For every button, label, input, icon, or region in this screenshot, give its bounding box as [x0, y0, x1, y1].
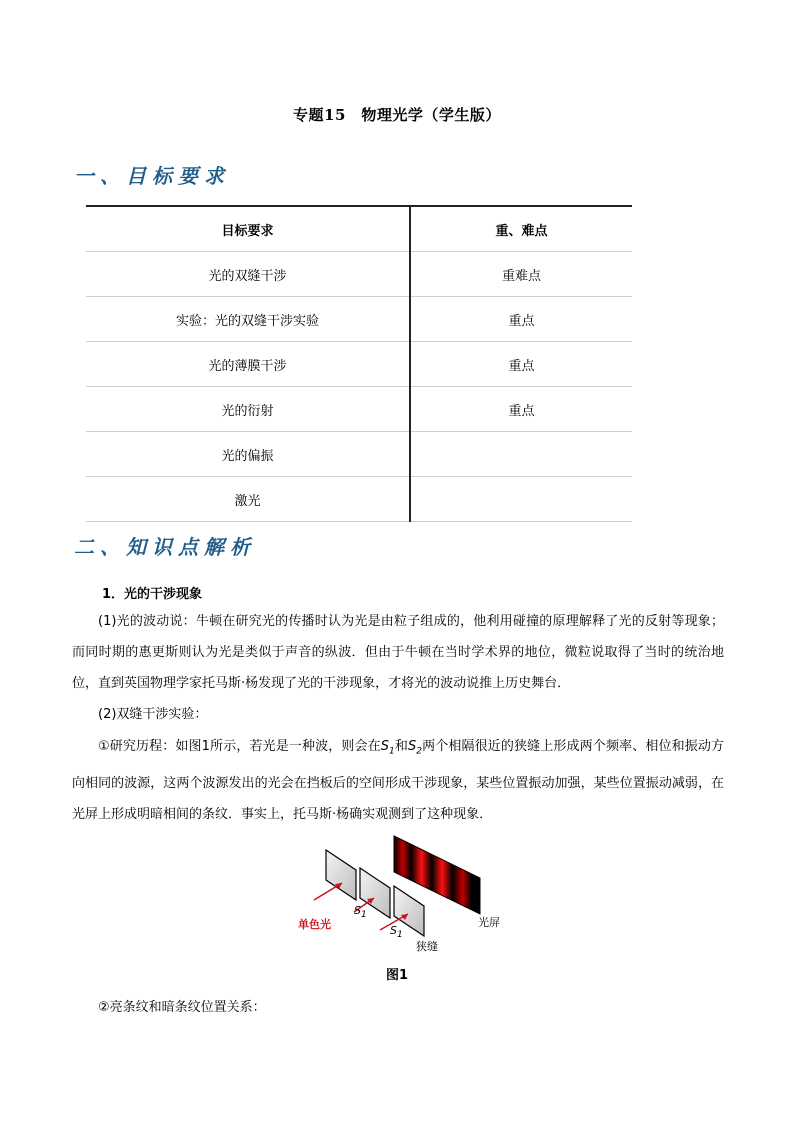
- table-header-row: [86, 206, 632, 252]
- table-row: [86, 252, 632, 297]
- plate-1: [326, 850, 356, 900]
- table-cell-difficulty: 重点: [410, 342, 632, 387]
- table-cell-goal: 激光: [86, 477, 410, 522]
- section-heading-goals: 一、目标要求: [74, 164, 230, 188]
- table-cell-goal: 光的偏振: [86, 432, 410, 477]
- paragraph-research-history: [72, 731, 724, 830]
- table-cell-difficulty: 重点: [410, 387, 632, 432]
- goals-table: [86, 205, 632, 522]
- section-heading-analysis: 二、知识点解析: [74, 535, 256, 559]
- table-cell-goal: 光的双缝干涉: [86, 252, 410, 297]
- table-row: [86, 432, 632, 477]
- table-cell-difficulty: 重难点: [410, 252, 632, 297]
- table-row: [86, 387, 632, 432]
- table-cell-difficulty: 重点: [410, 297, 632, 342]
- document-title: 专题15 物理光学（学生版）: [293, 106, 501, 124]
- label-monochromatic-light: 单色光: [298, 918, 331, 931]
- double-slit-figure: [294, 828, 524, 958]
- table-cell-difficulty: [410, 432, 632, 477]
- table-header-goal: 目标要求: [86, 206, 410, 252]
- paragraph-text: 和: [394, 739, 409, 754]
- label-slit: 狭缝: [416, 940, 438, 953]
- label-s1-second: $S_1$: [390, 924, 403, 941]
- paragraph-double-slit-title: (2)双缝干涉实验：: [98, 707, 208, 722]
- table-row: [86, 477, 632, 522]
- symbol-s1: $S_1$: [380, 739, 395, 757]
- table-cell-goal: 光的衍射: [86, 387, 410, 432]
- subsection-heading: 1．光的干涉现象: [102, 587, 203, 602]
- table-row: [86, 342, 632, 387]
- paragraph-wave-theory: (1)光的波动说：牛顿在研究光的传播时认为光是由粒子组成的，他利用碰撞的原理解释了光的反射等现象；而同时期的惠更斯则认为光是类似于声音的纵波．但由于牛顿在当时学术界的地位，微粒说取得了当时的统治地位，直到英国物理学家托马斯·杨发现了光的干涉现象，才将光的波动说推上历史舞台．: [72, 614, 724, 691]
- figure-caption: 图1: [385, 968, 409, 983]
- table-cell-difficulty: [410, 477, 632, 522]
- symbol-s2: $S_2$: [408, 739, 423, 757]
- label-screen: 光屏: [478, 916, 500, 929]
- table-row: [86, 297, 632, 342]
- paragraph-fringe-positions: ②亮条纹和暗条纹位置关系：: [98, 1000, 266, 1015]
- table-cell-goal: 实验：光的双缝干涉实验: [86, 297, 410, 342]
- paragraph-text: 两个相隔很近的狭缝上形成两个频率、相位和振动方向相同的波源，这两个波源发出的光会在挡板后的空间形成干涉现象，某些位置振动加强，某些位置振动减弱，在光屏上形成明暗相间的条纹．事实上，托马斯·杨确实观测到了这种现象．: [72, 739, 724, 822]
- table-header-difficulty: 重、难点: [410, 206, 632, 252]
- label-s1-first: $S_1$: [354, 904, 367, 921]
- double-slit-diagram: [294, 828, 524, 958]
- paragraph-text: ①研究历程：如图1所示，若光是一种波，则会在: [98, 739, 381, 754]
- table-cell-goal: 光的薄膜干涉: [86, 342, 410, 387]
